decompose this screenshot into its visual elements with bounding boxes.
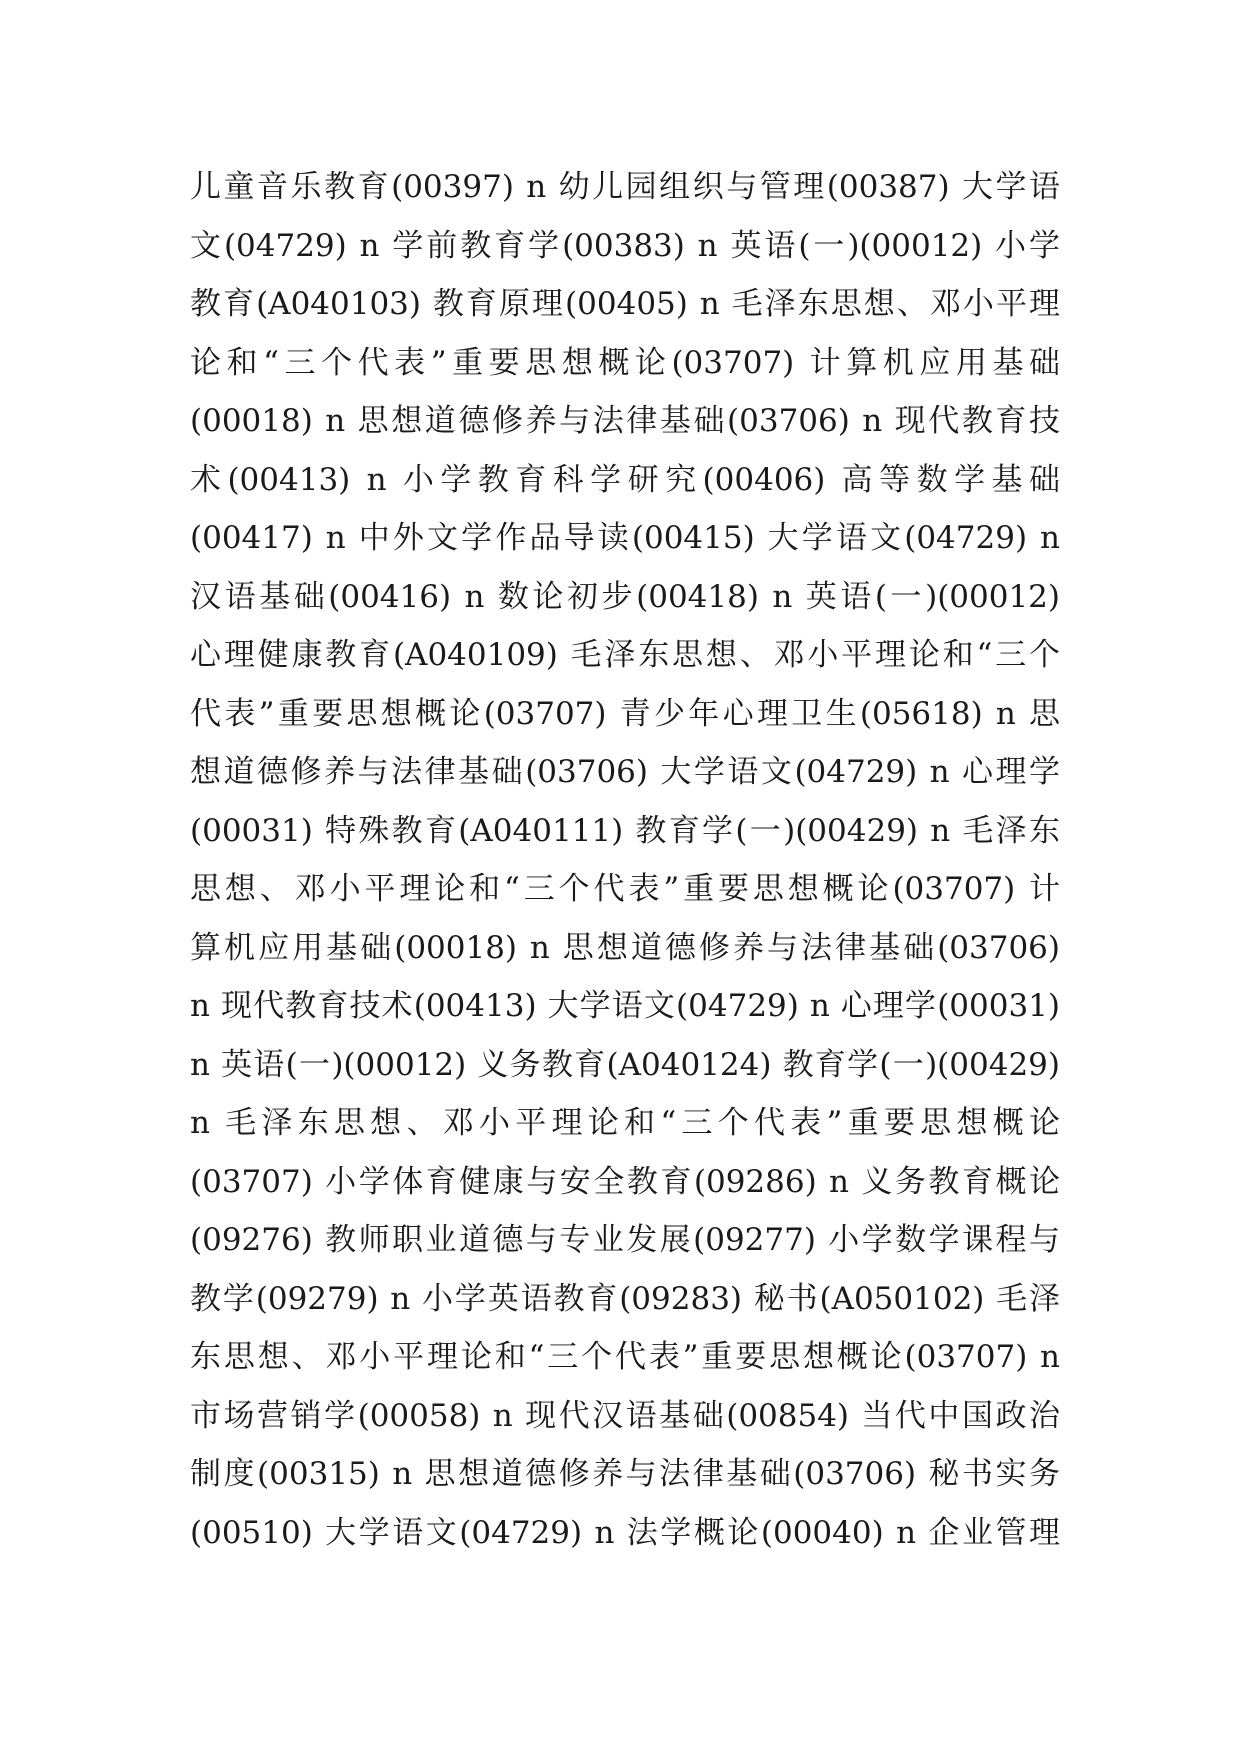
text-line: 想道德修养与法律基础(03706) 大学语文(04729) n 心理学 [190,754,1060,790]
text-line: 教学(09279) n 小学英语教育(09283) 秘书(A050102) 毛泽 [190,1280,1060,1317]
text-line: (03707) 小学体育健康与安全教育(09286) n 义务教育概论 [190,1163,1060,1200]
text-line: 文(04729) n 学前教育学(00383) n 英语(一)(00012) 小学 [190,227,1060,264]
text-line: 东思想、邓小平理论和“三个代表”重要思想概论(03707) n [190,1339,1060,1375]
text-line: 论和“三个代表”重要思想概论(03707) 计算机应用基础 [190,344,1060,381]
text-line: 算机应用基础(00018) n 思想道德修养与法律基础(03706) [190,929,1060,966]
text-line: 儿童音乐教育(00397) n 幼儿园组织与管理(00387) 大学语 [190,169,1060,205]
text-line: 心理健康教育(A040109) 毛泽东思想、邓小平理论和“三个 [190,637,1060,673]
text-line: (00031) 特殊教育(A040111) 教育学(一)(00429) n 毛泽东 [190,812,1060,849]
text-line: n 毛泽东思想、邓小平理论和“三个代表”重要思想概论 [190,1105,1060,1141]
text-line: n 现代教育技术(00413) 大学语文(04729) n 心理学(00031) [190,988,1060,1024]
text-line: 制度(00315) n 思想道德修养与法律基础(03706) 秘书实务 [190,1456,1060,1492]
text-line: (00018) n 思想道德修养与法律基础(03706) n 现代教育技 [190,403,1060,439]
text-line: (00510) 大学语文(04729) n 法学概论(00040) n 企业管理 [190,1514,1060,1551]
text-line: 思想、邓小平理论和“三个代表”重要思想概论(03707) 计 [190,871,1060,907]
text-line: 市场营销学(00058) n 现代汉语基础(00854) 当代中国政治 [190,1397,1060,1434]
text-line: 代表”重要思想概论(03707) 青少年心理卫生(05618) n 思 [190,695,1060,732]
text-line: n 英语(一)(00012) 义务教育(A040124) 教育学(一)(00429) [190,1046,1060,1083]
text-line: 教育(A040103) 教育原理(00405) n 毛泽东思想、邓小平理 [190,286,1060,322]
text-line: 术(00413) n 小学教育科学研究(00406) 高等数学基础 [190,461,1060,498]
text-line: (00417) n 中外文学作品导读(00415) 大学语文(04729) n [190,520,1060,556]
text-line: (09276) 教师职业道德与专业发展(09277) 小学数学课程与 [190,1222,1060,1258]
body-text [190,158,1060,1562]
text-line: 汉语基础(00416) n 数论初步(00418) n 英语(一)(00012) [190,578,1060,615]
